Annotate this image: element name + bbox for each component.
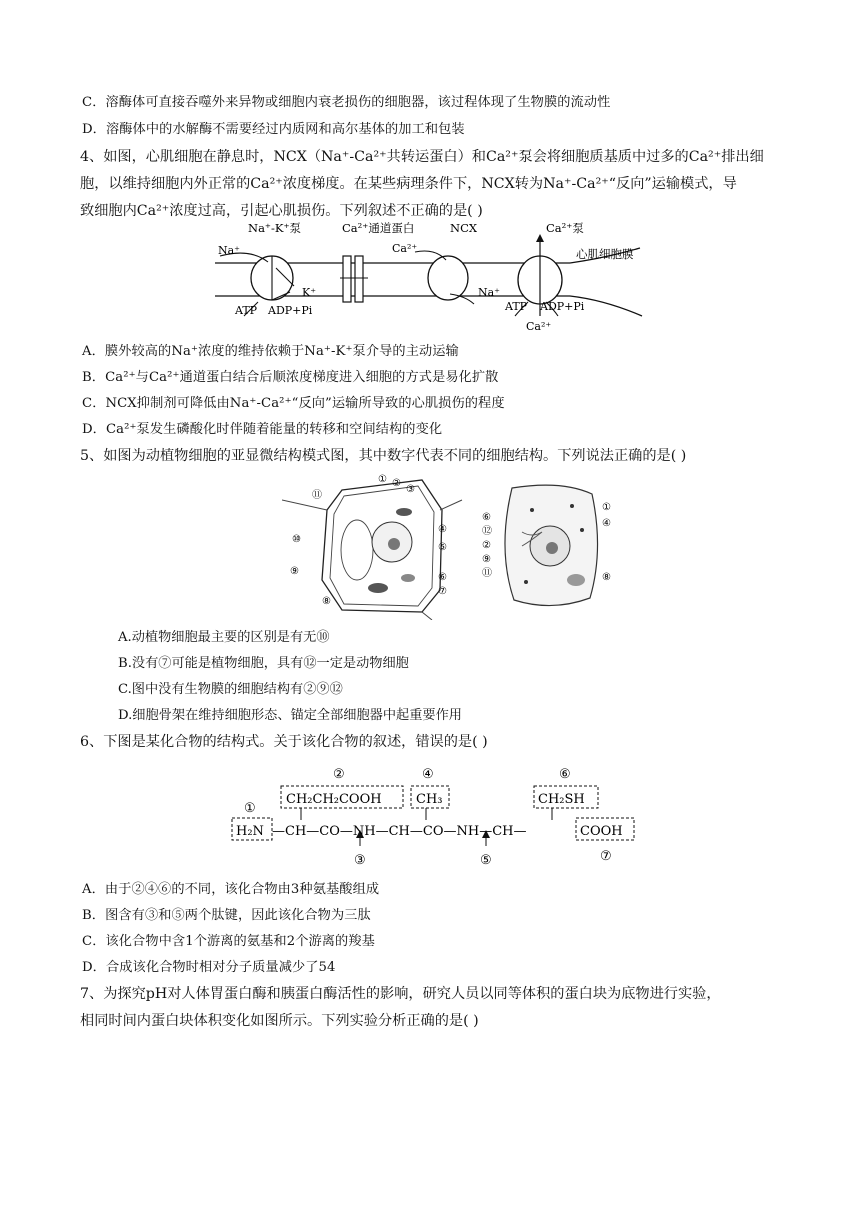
- q6-option-c: C．该化合物中含1个游离的氨基和2个游离的羧基: [82, 934, 375, 949]
- r-group-1: CH₂CH₂COOH: [286, 792, 382, 807]
- r-group-3: CH₂SH: [538, 792, 585, 807]
- plant-label-2: ②: [392, 478, 401, 489]
- membrane-label: 心肌细胞膜: [576, 247, 634, 261]
- na-ion-label: Na⁺: [218, 244, 240, 257]
- plant-label-8: ⑧: [322, 596, 331, 607]
- animal-label-9: ⑨: [482, 554, 491, 565]
- label-1: ①: [244, 801, 256, 816]
- q7-stem-line-1: 7、为探究pH对人体胃蛋白酶和胰蛋白酶活性的影响，研究人员以同等体积的蛋白块为底物进行实验，: [80, 986, 721, 1002]
- ncx-shape: [428, 256, 468, 300]
- q4-option-b: B．Ca²⁺与Ca²⁺通道蛋白结合后顺浓度梯度进入细胞的方式是易化扩散: [82, 370, 499, 385]
- label-7: ⑦: [600, 849, 612, 864]
- plant-label-6: ⑥: [438, 572, 447, 583]
- peptide-chain: —CH—CO—NH—CH—CO—NH—CH—: [272, 824, 527, 839]
- plant-label-10: ⑩: [292, 534, 301, 545]
- cell-structure-figure: [282, 470, 622, 620]
- carboxyl-group: COOH: [580, 824, 623, 839]
- label-2: ②: [333, 767, 345, 782]
- q3-option-c: C．溶酶体可直接吞噬外来异物或细胞内衰老损伤的细胞器，该过程体现了生物膜的流动性: [82, 95, 611, 110]
- plant-label-4: ④: [438, 524, 447, 535]
- adp-label-1: ADP+Pi: [268, 304, 313, 317]
- animal-label-6: ⑥: [482, 512, 491, 523]
- animal-label-4: ④: [602, 518, 611, 529]
- q6-option-d: D．合成该化合物时相对分子质量减少了54: [82, 960, 336, 975]
- label-6: ⑥: [559, 767, 571, 782]
- plant-label-9: ⑨: [290, 566, 299, 577]
- q4-option-c: C．NCX抑制剂可降低由Na⁺-Ca²⁺“反向”运输所导致的心肌损伤的程度: [82, 396, 505, 411]
- q5-option-b: B.没有⑦可能是植物细胞，具有⑫一定是动物细胞: [118, 656, 409, 671]
- ca-pump-label: Ca²⁺泵: [546, 221, 584, 235]
- adp-label-2: ADP+Pi: [540, 300, 585, 313]
- q6-stem: 6、下图是某化合物的结构式。关于该化合物的叙述，错误的是( ): [80, 734, 488, 750]
- q5-stem: 5、如图为动植物细胞的亚显微结构模式图，其中数字代表不同的细胞结构。下列说法正确的是( ): [80, 448, 687, 464]
- r-group-2: CH₃: [416, 792, 443, 807]
- amino-group: H₂N: [236, 824, 264, 839]
- na-k-pump-label: Na⁺-K⁺泵: [248, 221, 302, 235]
- q4-stem-line-2: 胞，以维持细胞内外正常的Ca²⁺浓度梯度。在某些病理条件下，NCX转为Na⁺-Ca²⁺“反向”运输模式，导: [80, 176, 737, 192]
- plant-label-5: ⑤: [438, 542, 447, 553]
- animal-label-1: ①: [602, 502, 611, 513]
- q5-option-a: A.动植物细胞最主要的区别是有无⑩: [118, 630, 330, 645]
- q7-stem-line-2: 相同时间内蛋白块体积变化如图所示。下列实验分析正确的是( ): [80, 1013, 479, 1029]
- animal-cell: [505, 485, 598, 605]
- plant-cell: [282, 480, 462, 620]
- label-4: ④: [422, 767, 434, 782]
- q6-option-b: B．图含有③和⑤两个肽键，因此该化合物为三肽: [82, 908, 371, 923]
- q4-stem-line-3: 致细胞内Ca²⁺浓度过高，引起心肌损伤。下列叙述不正确的是( ): [80, 203, 483, 219]
- ncx-label: NCX: [450, 221, 478, 235]
- q4-option-a: A．膜外较高的Na⁺浓度的维持依赖于Na⁺-K⁺泵介导的主动运输: [82, 344, 459, 359]
- animal-label-2: ②: [482, 540, 491, 551]
- na-ion-label-2: Na⁺: [478, 286, 500, 299]
- ca-channel-label: Ca²⁺通道蛋白: [342, 221, 415, 235]
- q4-option-d: D．Ca²⁺泵发生磷酸化时伴随着能量的转移和空间结构的变化: [82, 422, 443, 437]
- label-5: ⑤: [480, 853, 492, 868]
- animal-label-8: ⑧: [602, 572, 611, 583]
- plant-label-11: ⑪: [312, 490, 322, 501]
- label-3: ③: [354, 853, 366, 868]
- plant-label-1: ①: [378, 474, 387, 485]
- atp-label-2: ATP: [505, 300, 528, 313]
- ca-ion-label-3: Ca²⁺: [526, 320, 552, 333]
- q4-stem-line-1: 4、如图，心肌细胞在静息时，NCX（Na⁺-Ca²⁺共转运蛋白）和Ca²⁺泵会将细胞质基质中过多的Ca²⁺排出细: [80, 149, 764, 165]
- q3-option-d: D．溶酶体中的水解酶不需要经过内质网和高尔基体的加工和包装: [82, 122, 465, 137]
- plant-label-3: ③: [406, 484, 415, 495]
- membrane-transport-figure: [210, 218, 670, 336]
- q6-option-a: A．由于②④⑥的不同，该化合物由3种氨基酸组成: [82, 882, 380, 897]
- plant-label-7: ⑦: [438, 586, 447, 597]
- atp-label-1: ATP: [235, 304, 258, 317]
- q5-option-c: C.图中没有生物膜的细胞结构有②⑨⑫: [118, 682, 343, 697]
- animal-label-11: ⑪: [482, 568, 492, 579]
- q5-option-d: D.细胞骨架在维持细胞形态、锚定全部细胞器中起重要作用: [118, 708, 462, 723]
- peptide-structure-figure: [226, 760, 646, 872]
- ca-ion-label: Ca²⁺: [392, 242, 418, 255]
- k-ion-label: K⁺: [302, 286, 317, 299]
- animal-label-12: ⑫: [482, 526, 492, 537]
